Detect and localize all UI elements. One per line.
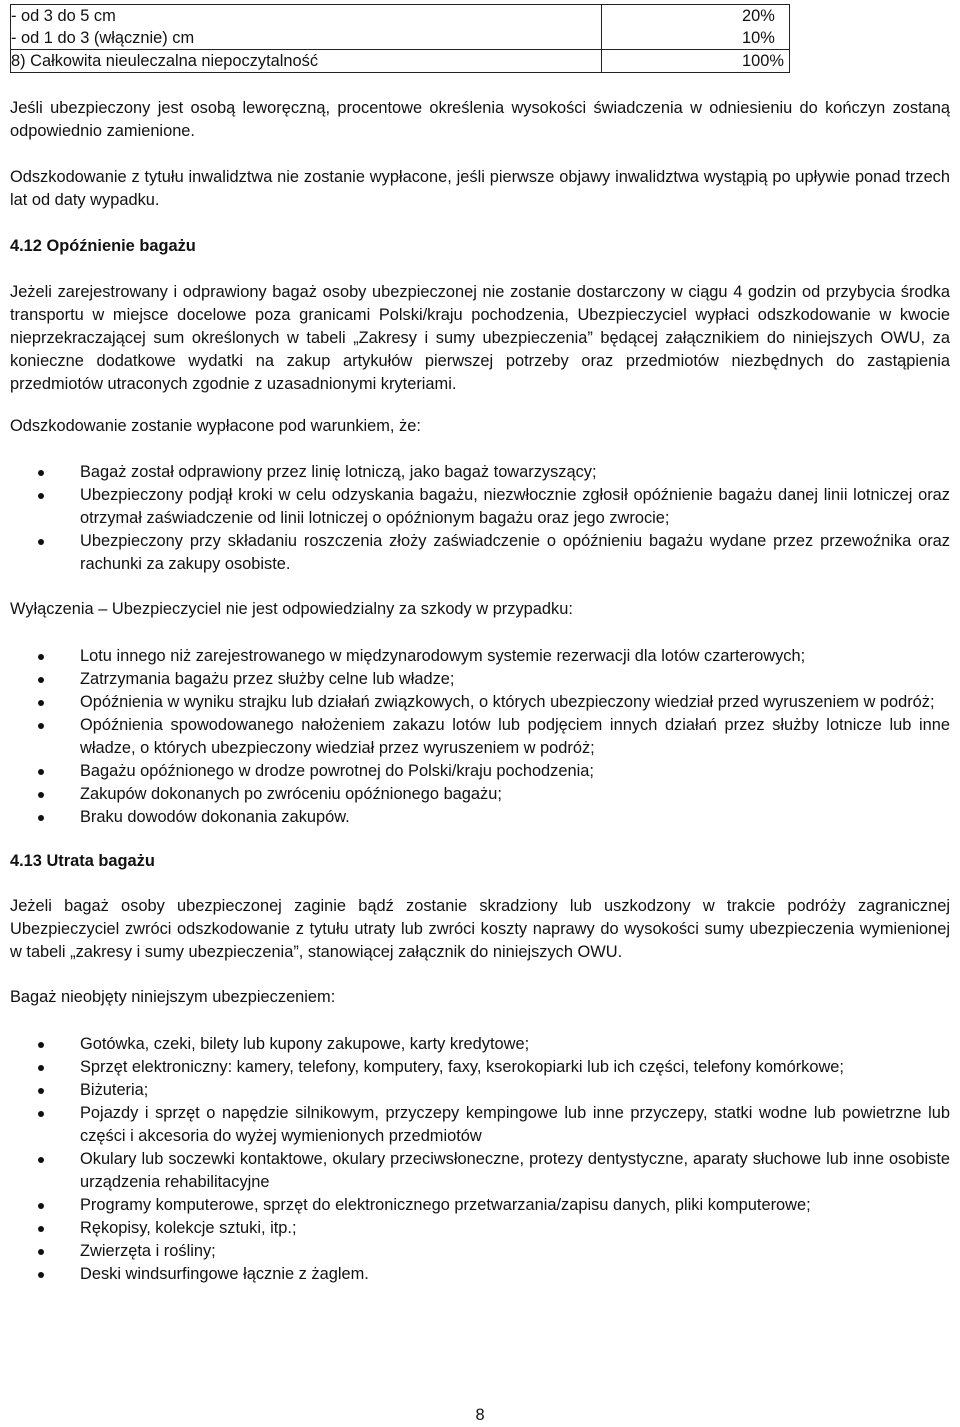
list-item — [10, 668, 950, 691]
list-item — [10, 1102, 950, 1148]
list-item — [10, 783, 950, 806]
bullet-icon — [38, 1157, 44, 1163]
table-row — [11, 50, 790, 73]
list-item-text: Bagażu opóźnionego w drodze powrotnej do Polski/kraju pochodzenia; — [80, 762, 594, 780]
bullet-icon — [38, 1226, 44, 1232]
table-line-value: 10% — [742, 29, 775, 47]
exclusions-list — [10, 645, 950, 829]
list-item — [10, 714, 950, 760]
bullet-icon — [38, 539, 44, 545]
bullet-icon — [38, 1088, 44, 1094]
not-covered-list — [10, 1033, 950, 1286]
list-item-text: Rękopisy, kolekcje sztuki, itp.; — [80, 1219, 297, 1237]
paragraph-baggage-loss: Jeżeli bagaż osoby ubezpieczonej zaginie bądź zostanie skradziony lub uszkodzony w trakcie podróży zagranicznej Ubezpieczyciel zwróci odszkodowanie z tytułu utraty lub zwróci koszty naprawy do wysokości sumy ubezpieczenia wymienionej w tabeli „zakresy i sumy ubezpieczenia”, stanowiącej załącznik do niniejszych OWU. — [10, 897, 950, 961]
list-item-text: Bagaż został odprawiony przez linię lotniczą, jako bagaż towarzyszący; — [80, 463, 597, 481]
exclusions-intro: Wyłączenia – Ubezpieczyciel nie jest odpowiedzialny za szkody w przypadku: — [10, 600, 573, 618]
list-item — [10, 1033, 950, 1056]
list-item-text: Opóźnienia spowodowanego nałożeniem zakazu lotów lub podjęciem innych działań przez służby lotnicze lub inne władze, o których ubezpieczony wiedział przez wyruszeniem w podróż; — [80, 716, 950, 757]
list-item-text: Zwierzęta i rośliny; — [80, 1242, 216, 1260]
table-cell-value — [602, 5, 790, 50]
table-cell-value — [602, 50, 790, 73]
list-item — [10, 484, 950, 530]
table-row — [11, 5, 790, 50]
page-number: 8 — [475, 1406, 485, 1424]
list-item — [10, 806, 950, 829]
list-item — [10, 1079, 950, 1102]
conditions-list — [10, 461, 950, 576]
table-line-label: 8) Całkowita nieuleczalna niepoczytalność — [11, 52, 319, 70]
bullet-icon — [38, 1249, 44, 1255]
table-line-value: 20% — [742, 7, 775, 25]
bullet-icon — [38, 493, 44, 499]
list-item-text: Okulary lub soczewki kontaktowe, okulary przeciwsłoneczne, protezy dentystyczne, aparaty słuchowe lub inne osobiste urządzenia rehabilitacyjne — [80, 1150, 950, 1191]
list-item — [10, 1217, 950, 1240]
section-heading-4-13: 4.13 Utrata bagażu — [10, 852, 155, 870]
bullet-icon — [38, 815, 44, 821]
bullet-icon — [38, 654, 44, 660]
list-item — [10, 1263, 950, 1286]
list-item-text: Braku dowodów dokonania zakupów. — [80, 808, 350, 826]
bullet-icon — [38, 1065, 44, 1071]
list-item-text: Programy komputerowe, sprzęt do elektronicznego przetwarzania/zapisu danych, pliki komputerowe; — [80, 1196, 811, 1214]
list-item-text: Lotu innego niż zarejestrowanego w międzynarodowym systemie rezerwacji dla lotów czarterowych; — [80, 647, 806, 665]
list-item — [10, 530, 950, 576]
table-cell-label — [11, 5, 602, 50]
list-item-text: Pojazdy i sprzęt o napędzie silnikowym, przyczepy kempingowe lub inne przyczepy, statki wodne lub powietrzne lub części i akcesoria do wyżej wymienionych przedmiotów — [80, 1104, 950, 1145]
bullet-icon — [38, 470, 44, 476]
paragraph-invalidity-deadline: Odszkodowanie z tytułu inwalidztwa nie zostanie wypłacone, jeśli pierwsze objawy inwalidztwa wystąpią po upływie ponad trzech lat od daty wypadku. — [10, 168, 950, 209]
table-cell-label — [11, 50, 602, 73]
list-item-text: Opóźnienia w wyniku strajku lub działań związkowych, o których ubezpieczony wiedział przed wyruszeniem w podróż; — [80, 693, 935, 711]
list-item-text: Deski windsurfingowe łącznie z żaglem. — [80, 1265, 369, 1283]
list-item-text: Gotówka, czeki, bilety lub kupony zakupowe, karty kredytowe; — [80, 1035, 530, 1053]
list-item-text: Sprzęt elektroniczny: kamery, telefony, komputery, faxy, kserokopiarki lub ich części, telefony komórkowe; — [80, 1058, 844, 1076]
list-item-text: Biżuteria; — [80, 1081, 149, 1099]
list-item-text: Zatrzymania bagażu przez służby celne lub władze; — [80, 670, 455, 688]
table-line-value: 100% — [742, 52, 784, 70]
not-covered-intro: Bagaż nieobjęty niniejszym ubezpieczeniem: — [10, 988, 336, 1006]
list-item — [10, 461, 950, 484]
bullet-icon — [38, 1203, 44, 1209]
list-item — [10, 1194, 950, 1217]
list-item-text: Ubezpieczony przy składaniu roszczenia złoży zaświadczenie o opóźnieniu bagażu wydane przez przewoźnika oraz rachunki za zakupy osobiste. — [80, 532, 950, 573]
list-item — [10, 645, 950, 668]
paragraph-baggage-delay: Jeżeli zarejestrowany i odprawiony bagaż osoby ubezpieczonej nie zostanie dostarczony w ciągu 4 godzin od przybycia środka transportu w miejsce docelowe poza granicami Polski/kraju pochodzenia, Ubezpieczyciel wypłaci odszkodowanie w kwocie nieprzekraczającej sum określonych w tabeli „Zakresy i sumy ubezpieczenia” będącej załącznikiem do niniejszych OWU, za konieczne dodatkowe wydatki na zakup artykułów pierwszej potrzeby oraz przedmiotów niezbędnych do zastąpienia przedmiotów utraconych zgodnie z uzasadnionymi kryteriami. — [10, 283, 950, 393]
list-item-text: Zakupów dokonanych po zwróceniu opóźnionego bagażu; — [80, 785, 502, 803]
bullet-icon — [38, 677, 44, 683]
bullet-icon — [38, 700, 44, 706]
bullet-icon — [38, 769, 44, 775]
list-item — [10, 1240, 950, 1263]
table-line-label: - od 3 do 5 cm — [11, 7, 116, 25]
bullet-icon — [38, 792, 44, 798]
paragraph-lefthanded: Jeśli ubezpieczony jest osobą leworęczną, procentowe określenia wysokości świadczenia w odniesieniu do kończyn zostaną odpowiednio zamienione. — [10, 99, 950, 140]
bullet-icon — [38, 1272, 44, 1278]
bullet-icon — [38, 1042, 44, 1048]
bullet-icon — [38, 723, 44, 729]
list-item — [10, 1148, 950, 1194]
bullet-icon — [38, 1111, 44, 1117]
list-item — [10, 691, 950, 714]
percentage-table — [10, 4, 790, 73]
list-item — [10, 760, 950, 783]
document-page — [10, 4, 950, 1286]
table-line-label: - od 1 do 3 (włącznie) cm — [11, 29, 195, 47]
section-heading-4-12: 4.12 Opóźnienie bagażu — [10, 237, 196, 255]
list-item-text: Ubezpieczony podjął kroki w celu odzyskania bagażu, niezwłocznie zgłosił opóźnienie bagażu danej linii lotniczej oraz otrzymał zaświadczenie od linii lotniczej o opóźnionym bagażu oraz jego zwrocie; — [80, 486, 950, 527]
conditions-intro: Odszkodowanie zostanie wypłacone pod warunkiem, że: — [10, 417, 421, 435]
list-item — [10, 1056, 950, 1079]
